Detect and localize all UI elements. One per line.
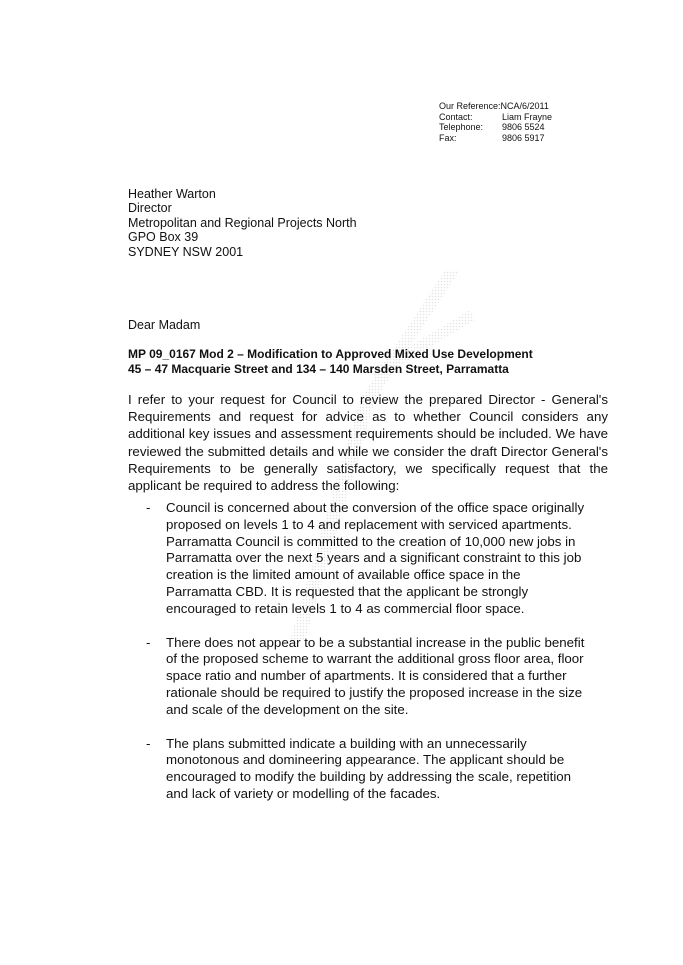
bullet-line: There does not appear to be a substantial increase in the public benefit [166,634,585,650]
bullet-line: and scale of the development on the site. [166,701,409,717]
telephone-label: Telephone: [439,122,484,132]
requirements-list [128,500,628,803]
bullet-line: Parramatta Council is committed to the creation of 10,000 new jobs in [166,533,576,549]
addressee-block [128,187,357,259]
bullet-line: encouraged to modify the building by addressing the scale, repetition [166,769,572,785]
bullet-line: of the proposed scheme to warrant the additional gross floor area, floor [166,651,584,667]
addressee-division: Metropolitan and Regional Projects North [128,215,357,230]
our-reference-value: NCA/6/2011 [500,101,549,111]
addressee-city: SYDNEY NSW 2001 [128,244,244,259]
contact-value: Liam Frayne [502,111,553,122]
list-item [128,500,628,618]
fax-label: Fax: [439,132,457,143]
bullet-line: Parramatta CBD. It is requested that the applicant be strongly [166,583,529,599]
our-reference-label: Our Reference: [439,101,501,111]
contact-label: Contact: [439,111,473,122]
bullet-dash: - [146,634,151,650]
bullet-text [166,500,621,618]
intro-paragraph: I refer to your request for Council to review the prepared Director - General's Requirements and request for advice as to whether Council considers any additional key issues and assessment requirements should be included. We have reviewed the submitted details and while we consider the draft Director General's Requirements to be generally satisfactory, we specifically request that the applicant be required to address the following: [128,392,608,494]
reference-block [439,101,552,143]
telephone-row [439,122,552,133]
bullet-line: encouraged to retain levels 1 to 4 as commercial floor space. [166,600,525,616]
bullet-dash: - [146,735,151,751]
bullet-line: Council is concerned about the conversion of the office space originally [166,500,585,515]
subject-line-1: MP 09_0167 Mod 2 – Modification to Approved Mixed Use Development [128,347,533,361]
bullet-text [166,736,621,803]
subject-line-2: 45 – 47 Macquarie Street and 134 – 140 Marsden Street, Parramatta [128,361,509,376]
telephone-value: 9806 5524 [502,122,545,132]
addressee-po-box: GPO Box 39 [128,230,199,245]
list-item [128,736,628,803]
addressee-name: Heather Warton [128,187,216,201]
bullet-text [166,635,621,719]
list-item [128,635,628,719]
bullet-line: proposed on levels 1 to 4 and replacement with serviced apartments. [166,516,572,532]
bullet-line: Parramatta over the next 5 years and a significant constraint to this job [166,550,582,566]
bullet-line: rationale should be required to justify the proposed increase in the size [166,684,583,700]
bullet-line: monotonous and domineering appearance. The applicant should be [166,752,565,768]
fax-row [439,133,552,144]
fax-value: 9806 5917 [502,132,545,143]
bullet-line: and lack of variety or modelling of the facades. [166,785,441,801]
addressee-title: Director [128,201,172,216]
bullet-dash: - [146,500,151,515]
bullet-line: space ratio and number of apartments. It is considered that a further [166,668,567,684]
subject-heading [128,347,533,376]
bullet-line: creation is the limited amount of available office space in the [166,567,521,583]
our-reference-row [439,101,552,112]
bullet-line: The plans submitted indicate a building with an unnecessarily [166,735,527,751]
contact-row [439,112,552,123]
salutation: Dear Madam [128,318,201,332]
